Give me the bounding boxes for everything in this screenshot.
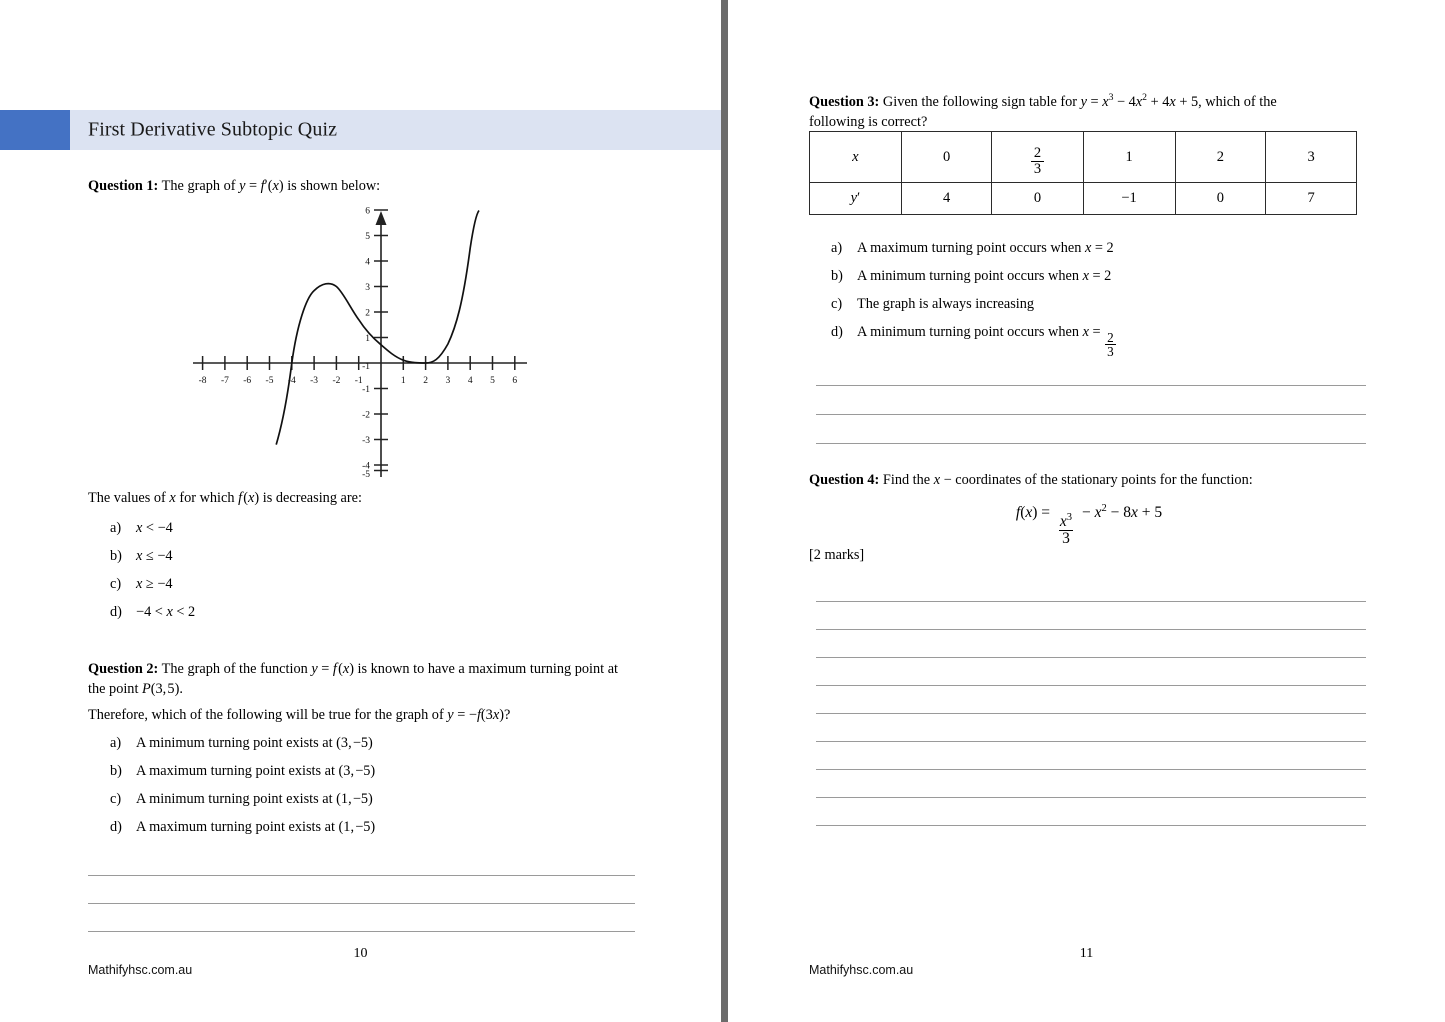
question2-stem <box>88 659 636 699</box>
svg-text:-1: -1 <box>362 362 370 372</box>
svg-text:-3: -3 <box>310 376 319 386</box>
footer-site: Mathifyhsc.com.au <box>809 963 914 977</box>
cell-y-header: y′ <box>810 183 902 215</box>
answer-line[interactable] <box>816 713 1366 714</box>
sign-table <box>809 131 1357 215</box>
option-d[interactable] <box>831 324 1117 359</box>
page-number: 11 <box>1079 946 1094 961</box>
x-tick-labels <box>199 376 518 386</box>
svg-text:6: 6 <box>365 206 370 217</box>
quiz-title-banner <box>0 110 721 150</box>
answer-line[interactable] <box>816 629 1366 630</box>
question4-label: Question 4: <box>809 472 880 488</box>
svg-text:3: 3 <box>445 376 451 386</box>
option-d-text: −4 < x < 2 <box>136 604 196 620</box>
option-c[interactable] <box>831 296 1117 313</box>
question4-marks: [2 marks] <box>809 547 865 563</box>
option-a-text: A minimum turning point exists at (3, −5) <box>136 735 373 751</box>
answer-line[interactable] <box>816 601 1366 602</box>
page-title: First Derivative Subtopic Quiz <box>88 118 338 141</box>
question2-prompt: Therefore, which of the following will be true for the graph of y = −f(3x)? <box>88 707 511 723</box>
answer-line[interactable] <box>88 875 635 876</box>
graph-svg <box>185 205 535 485</box>
question3-label: Question 3: <box>809 93 880 110</box>
svg-text:5: 5 <box>490 376 495 386</box>
option-a[interactable] <box>110 735 375 752</box>
table-row-x <box>810 132 1357 183</box>
question3-stem-text: Given the following sign table for $y = x^3 - 4x^2 + 4x + 5$, which of the following is correct? <box>809 92 1277 130</box>
answer-line[interactable] <box>816 825 1366 826</box>
option-b[interactable] <box>110 763 375 780</box>
cell-x-0: 0 <box>901 132 992 183</box>
fraction-two-thirds: $\frac{2}{3}$ <box>1107 329 1114 360</box>
svg-text:2: 2 <box>423 376 428 386</box>
question3-stem <box>809 88 1334 132</box>
option-d-key: d) <box>110 604 122 620</box>
cell-x-1: 1 <box>1083 132 1175 183</box>
option-b-text: A minimum turning point occurs when x = 2 <box>857 268 1112 284</box>
question4-stem <box>809 470 1369 490</box>
option-b-text: A maximum turning point exists at (3, −5) <box>136 763 376 779</box>
option-d[interactable] <box>110 604 195 621</box>
derivative-graph <box>185 205 535 485</box>
option-a[interactable] <box>831 240 1117 257</box>
question4-formula: f(x) = $\frac{x^3}{3}$ − $x^2 - 8x + 5$ <box>1015 503 1163 547</box>
option-c-key: c) <box>110 791 122 807</box>
option-a[interactable] <box>110 520 195 537</box>
option-d-key: d) <box>110 819 122 835</box>
answer-line[interactable] <box>816 741 1366 742</box>
cell-x-2: 2 <box>1175 132 1266 183</box>
answer-line[interactable] <box>816 443 1366 444</box>
question1-label: Question 1: <box>88 178 159 194</box>
option-a-text: x < −4 <box>136 520 173 536</box>
answer-line[interactable] <box>816 797 1366 798</box>
question2-stem-text: The graph of the function y = f (x) is known to have a maximum turning point at the point P(3, 5). <box>88 661 619 697</box>
question3-options <box>831 240 1117 359</box>
question4-stem-text: Find the x − coordinates of the stationary points for the function: <box>882 472 1253 488</box>
axes <box>193 217 527 477</box>
option-a-key: a) <box>110 520 122 536</box>
option-d[interactable] <box>110 819 375 836</box>
svg-text:4: 4 <box>467 376 473 386</box>
answer-line[interactable] <box>88 931 635 932</box>
fraction-two-thirds: $\frac{2}{3}$ <box>1031 146 1044 177</box>
option-d-text: A maximum turning point exists at (1, −5) <box>136 819 376 835</box>
cell-x-3: 3 <box>1266 132 1357 183</box>
option-b[interactable] <box>110 548 195 565</box>
svg-text:4: 4 <box>365 257 370 268</box>
svg-text:1: 1 <box>400 376 406 386</box>
answer-line[interactable] <box>816 769 1366 770</box>
svg-text:1: 1 <box>365 334 370 344</box>
question1-prompt: The values of x for which f (x) is decreasing are: <box>88 490 362 506</box>
option-c-text: A minimum turning point exists at (1, −5) <box>136 791 373 807</box>
svg-text:-3: -3 <box>362 436 370 446</box>
page-divider <box>721 0 728 1022</box>
option-a-key: a) <box>110 735 122 751</box>
answer-line[interactable] <box>816 657 1366 658</box>
page-number: 10 <box>353 946 368 961</box>
svg-text:-4: -4 <box>362 461 370 472</box>
svg-text:6: 6 <box>512 376 518 386</box>
table-row-y <box>810 183 1357 215</box>
svg-text:-5: -5 <box>362 470 370 480</box>
page-right <box>728 0 1445 1022</box>
option-b[interactable] <box>831 268 1117 285</box>
cell-y-1: 0 <box>992 183 1083 215</box>
svg-text:-4: -4 <box>287 376 296 386</box>
option-d-key: d) <box>831 324 843 340</box>
answer-line[interactable] <box>816 385 1366 386</box>
footer-site: Mathifyhsc.com.au <box>88 963 193 977</box>
option-b-key: b) <box>110 548 122 564</box>
svg-text:3: 3 <box>365 283 370 293</box>
option-c-text: The graph is always increasing <box>857 296 1035 312</box>
cell-y-4: 7 <box>1266 183 1357 215</box>
option-d-text: A minimum turning point occurs when x = $\frac{2}{3}$ <box>857 324 1114 360</box>
page-left <box>0 0 721 1022</box>
svg-text:-2: -2 <box>332 376 341 386</box>
svg-text:2: 2 <box>365 308 370 319</box>
svg-text:-5: -5 <box>265 376 274 386</box>
option-c-key: c) <box>831 296 843 312</box>
cubic-curve <box>276 211 479 445</box>
svg-text:-1: -1 <box>354 376 363 386</box>
answer-line[interactable] <box>816 685 1366 686</box>
svg-text:-6: -6 <box>243 376 252 386</box>
svg-text:-2: -2 <box>362 410 370 421</box>
cell-y-3: 0 <box>1175 183 1266 215</box>
cell-x-two-thirds <box>992 132 1083 183</box>
option-c-key: c) <box>110 576 122 592</box>
option-c[interactable] <box>110 576 195 593</box>
cell-y-0: 4 <box>901 183 992 215</box>
option-b-key: b) <box>831 268 843 284</box>
cell-x-header: x <box>810 132 902 183</box>
option-c[interactable] <box>110 791 375 808</box>
cell-y-2: −1 <box>1083 183 1175 215</box>
option-b-text: x ≤ −4 <box>136 548 173 564</box>
svg-text:5: 5 <box>365 232 370 242</box>
option-a-key: a) <box>831 240 843 256</box>
question1-stem-text: The graph of y = f′(x) is shown below: <box>161 178 381 194</box>
svg-text:-8: -8 <box>198 376 207 386</box>
question2-label: Question 2: <box>88 661 159 677</box>
answer-line[interactable] <box>88 903 635 904</box>
option-b-key: b) <box>110 763 122 779</box>
question2-options <box>110 735 375 847</box>
fraction-x-cubed-over-3: $\frac{x^3}{3}$ <box>1059 511 1073 547</box>
y-tick-labels <box>362 207 370 481</box>
option-a-text: A maximum turning point occurs when x = 2 <box>857 240 1114 256</box>
question1-options <box>110 520 195 632</box>
option-c-text: x ≥ −4 <box>136 576 173 592</box>
answer-line[interactable] <box>816 414 1366 415</box>
question1-stem <box>88 176 648 196</box>
y-axis-arrow <box>376 211 387 225</box>
svg-text:-7: -7 <box>220 376 229 386</box>
accent-block <box>0 110 70 150</box>
svg-text:-1: -1 <box>362 385 370 395</box>
